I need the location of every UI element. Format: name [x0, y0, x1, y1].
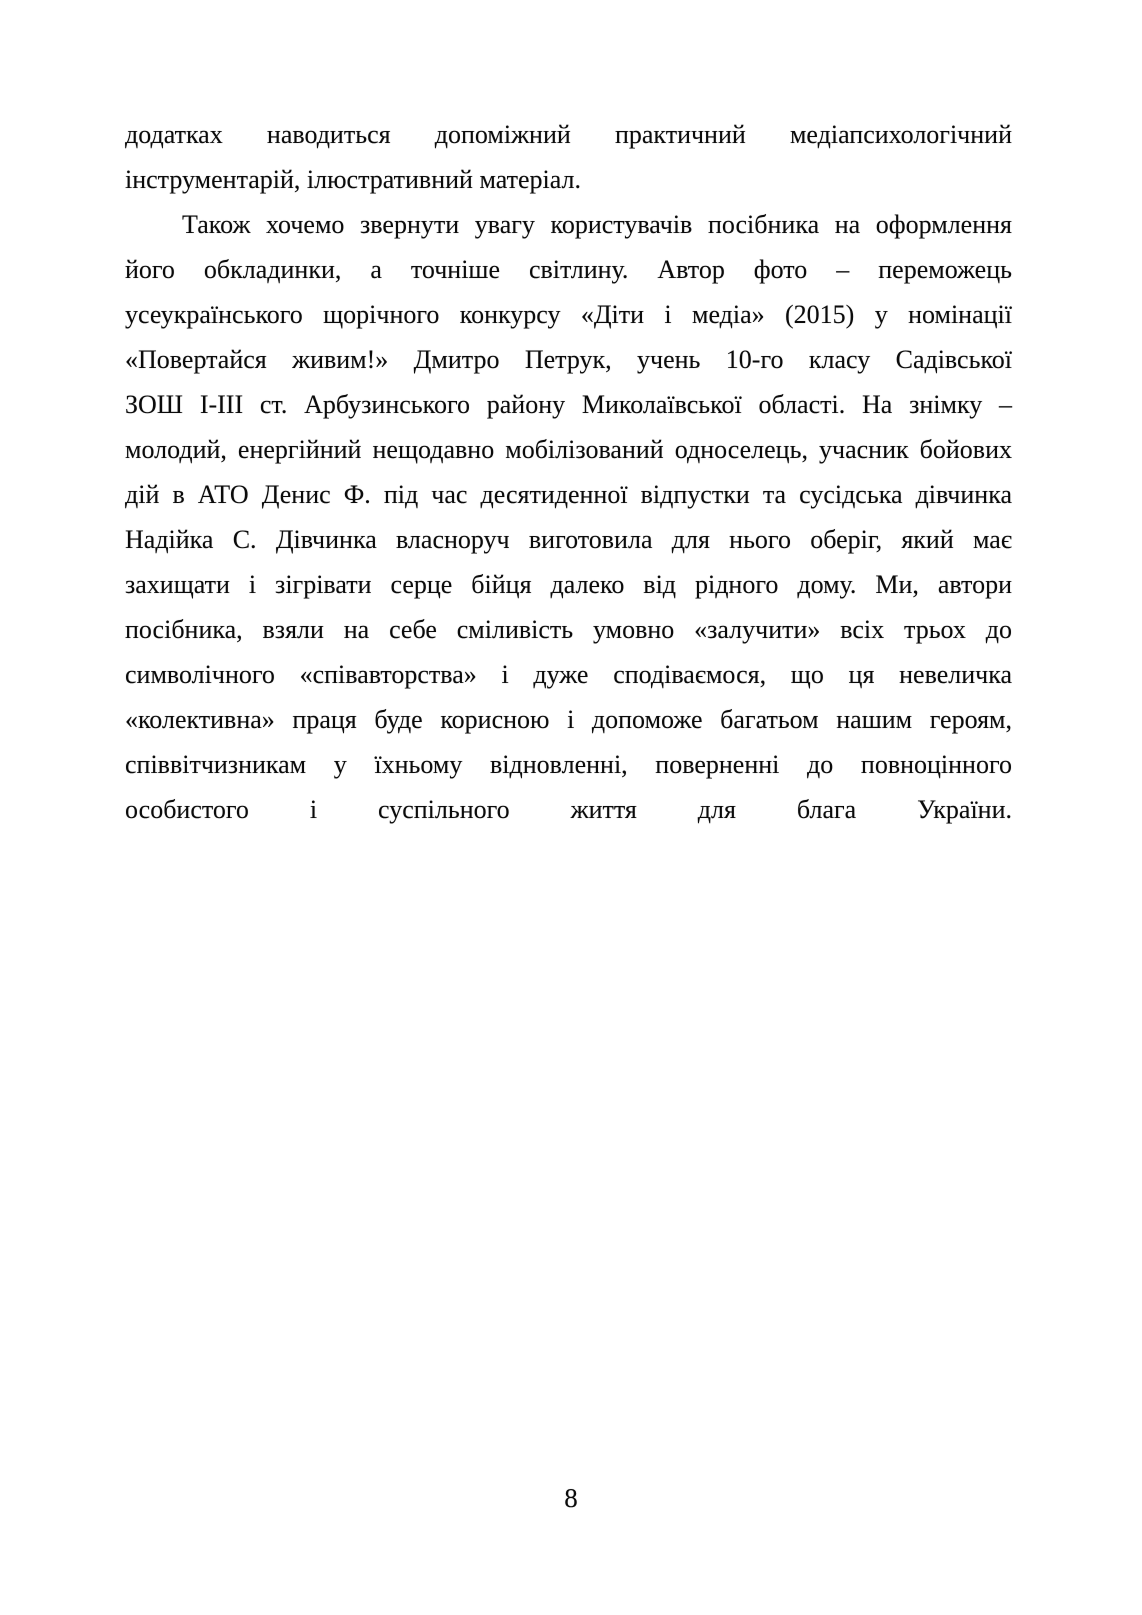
paragraph-continuation: [125, 112, 1012, 202]
text-block: [125, 112, 1012, 832]
text-line: особистого і суспільного життя для блага України.: [125, 795, 1012, 824]
text-line: захищати і зігрівати серце бійця далеко від рідного дому. Ми, автори: [125, 570, 1012, 599]
text-line: співвітчизникам у їхньому відновленні, поверненні до повноцінного: [125, 750, 1012, 779]
text-line: його обкладинки, а точніше світлину. Автор фото – переможець: [125, 255, 1012, 284]
text-line: «колективна» праця буде корисною і допоможе багатьом нашим героям,: [125, 705, 1012, 734]
text-line: усеукраїнського щорічного конкурсу «Діти і медіа» (2015) у номінації: [125, 300, 1012, 329]
text-line: дій в АТО Денис Ф. під час десятиденної відпустки та сусідська дівчинка: [125, 480, 1012, 509]
text-line: Також хочемо звернути увагу користувачів посібника на оформлення: [182, 210, 1012, 239]
text-line: посібника, взяли на себе сміливість умовно «залучити» всіх трьох до: [125, 615, 1012, 644]
text-line: молодий, енергійний нещодавно мобілізований односелець, учасник бойових: [125, 435, 1012, 464]
text-line: інструментарій, ілюстративний матеріал.: [125, 165, 581, 194]
page-number: 8: [564, 1483, 578, 1513]
text-line: Надійка С. Дівчинка власноруч виготовила для нього оберіг, який має: [125, 525, 1012, 554]
paragraph-main: [125, 202, 1012, 832]
text-line: «Повертайся живим!» Дмитро Петрук, учень 10-го класу Садівської: [125, 345, 1012, 374]
text-line: додатках наводиться допоміжний практичний медіапсихологічний: [125, 120, 1012, 149]
text-line: символічного «співавторства» і дуже сподіваємося, що ця невеличка: [125, 660, 1012, 689]
text-line: ЗОШ І-ІІІ ст. Арбузинського району Миколаївської області. На знімку –: [125, 390, 1012, 419]
